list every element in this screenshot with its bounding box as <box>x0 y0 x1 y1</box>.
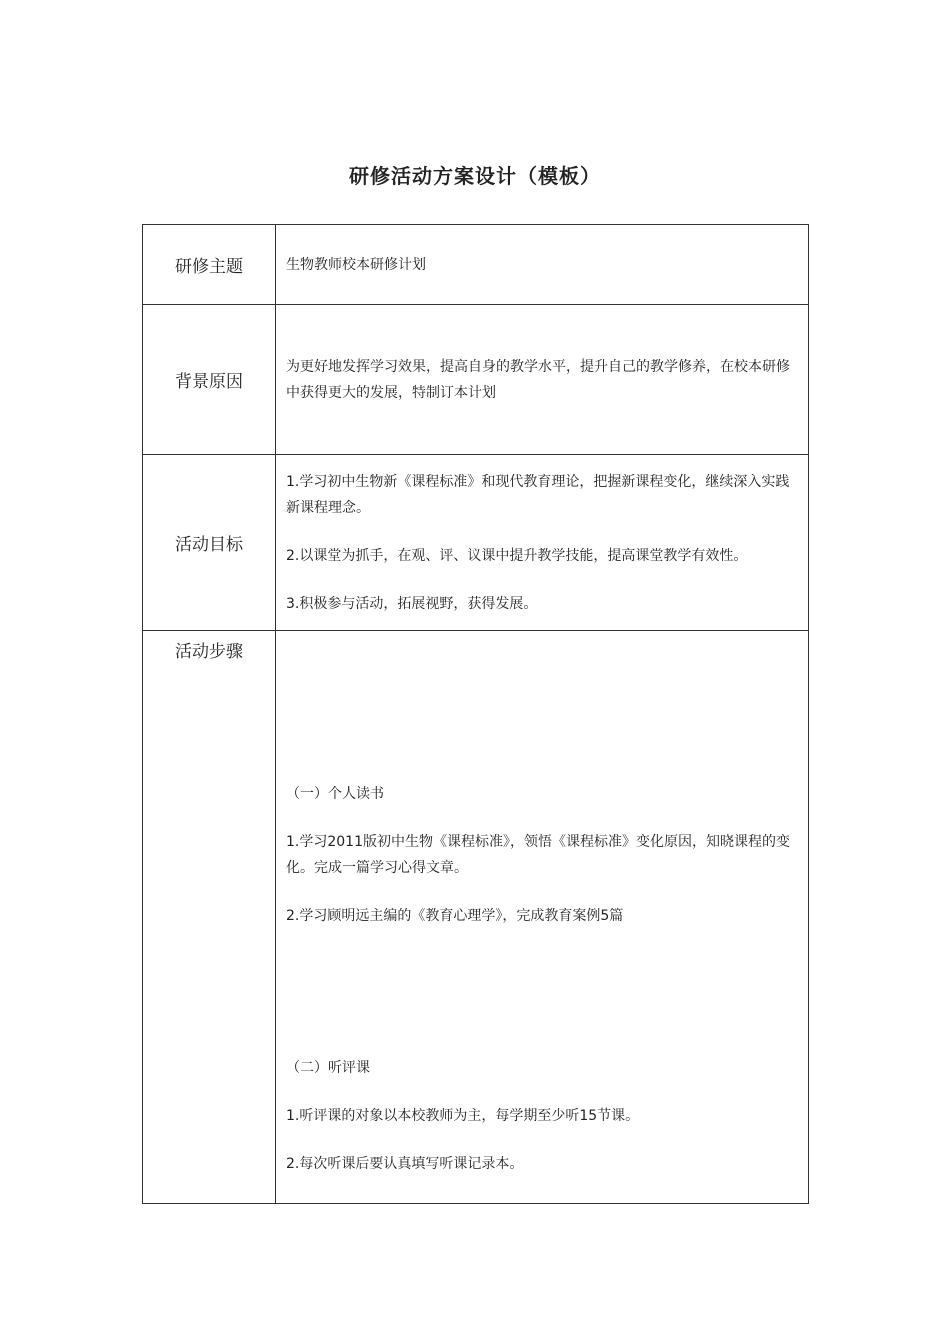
goal-item: 2.以课堂为抓手，在观、评、议课中提升教学技能，提高课堂教学有效性。 <box>286 547 748 564</box>
theme-value: 生物教师校本研修计划 <box>276 225 809 305</box>
plan-form-table <box>142 224 809 1204</box>
step-item: 1.学习2011版初中生物《课程标准》，领悟《课程标准》变化原因，知晓课程的变化。完成一篇学习心得文章。 <box>286 834 790 876</box>
goals-label: 活动目标 <box>143 455 276 631</box>
steps-section-heading: （二）听评课 <box>286 1060 370 1076</box>
step-item: 1.听评课的对象以本校教师为主，每学期至少听15节课。 <box>286 1108 640 1124</box>
background-value <box>276 305 809 455</box>
steps-content <box>276 631 809 1204</box>
steps-section-heading: （一）个人读书 <box>286 786 384 802</box>
background-row <box>143 305 809 455</box>
step-item: 2.学习顾明远主编的《教育心理学》，完成教育案例5篇 <box>286 908 624 924</box>
goals-list <box>276 455 809 631</box>
page-title: 研修活动方案设计（模板） <box>349 164 601 188</box>
steps-row <box>143 631 809 1204</box>
steps-label: 活动步骤 <box>143 631 276 1204</box>
background-label: 背景原因 <box>143 305 276 455</box>
goal-item: 3.积极参与活动，拓展视野，获得发展。 <box>286 595 538 612</box>
goal-item: 1.学习初中生物新《课程标准》和现代教育理论，把握新课程变化，继续深入实践新课程理念。 <box>286 473 790 516</box>
theme-label: 研修主题 <box>143 225 276 305</box>
goals-row <box>143 455 809 631</box>
step-item: 2.每次听课后要认真填写听课记录本。 <box>286 1156 524 1172</box>
theme-row <box>143 225 809 305</box>
background-text: 为更好地发挥学习效果，提高自身的教学水平，提升自己的教学修养，在校本研修中获得更大的发展，特制订本计划 <box>286 358 790 401</box>
